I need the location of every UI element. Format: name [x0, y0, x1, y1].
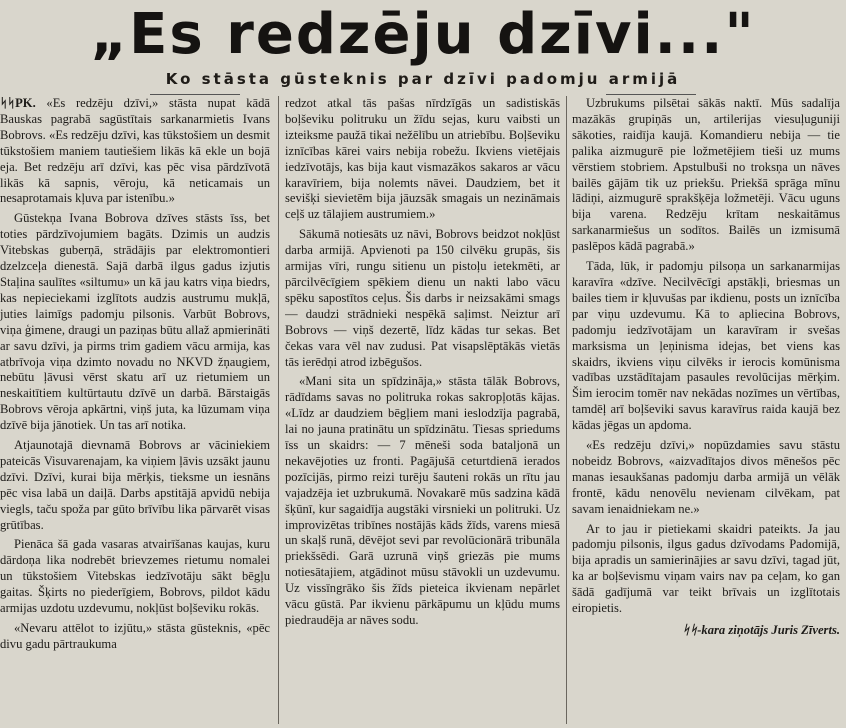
subheadline: Ko stāsta gūsteknis par dzīvi padomju armijā — [165, 70, 681, 88]
article-column-3 — [572, 96, 840, 724]
paragraph: Sākumā notiesāts uz nāvi, Bobrovs beidzot nokļūst darba armijā. Apvienoti pa 150 cilvēku grupās, šis armijas vīri, rungu sitienu un pistoļu ietekmēti, ar pārcilvēcīgiem spēkiem dienu un nakti labo vācu spēku sapostītos ceļus. Šis darbs ir neizsakāmi smags — daudzi strādnieki nespēkā saļimst. Neiztur arī Bobrovs — viņš dezertē, līdz kādas tur sekas. Bet čekas vara vēl nav zudusi. Pat visapslēptākās vietās tās ierēdņi atrod izbēgušos. — [285, 227, 560, 369]
paragraph: Uzbrukums pilsētai sākās naktī. Mūs sadalīja mazākās grupiņās un, artilerijas viesuļuguniji sākoties, raidīja kaujā. Komandieru nebija — tie palika aizmugurē pie ložmetējiem tieši uz mums vērstiem stobriem. Apstulbuši no troksņa un nāves bailēs gājām tik uz priekšu. Priekšā sprāga mīnu lādiņi, aizmugurē sprakšķēja ložmetēji. Vācu uguns bija varena. Redzēju krītam neskaitāmus sarkanarmiešus un sodītos. Bailēs un izmisumā paslēpos kādā pagrabā.» — [572, 96, 840, 254]
paragraph: Gūstekņa Ivana Bobrova dzīves stāsts īss, bet toties pārdzīvojumiem bagāts. Dzimis un audzis Vitebskas guberņā, strādājis par elektromontieri dzelzceļa dienestā. Sajā darbā ilgus gadus izjutis Staļina saulītes «siltumu» un kā jau katrs viņa biedrs, kas nepieciekami izglītots audzis austrumu mukļā, juties laimīgs padomju pilsonis. Varbūt Bobrovs, viņa ģimene, draugi un paziņas būtu allaž apmierināti ar savu dzīvi, ja pirms trim gadiem vācu armija, kas atbrīvoja viņa dzimto novadu no NKVD žņaugiem, nebūtu ļāvusi vērst skatu arī uz rietumiem un neskaitītiem kultūrtautu dzīvē un darbā. Bārstaigās Bobrovs vēroja apkārtni, viņš juta, ka lūzumam viņa dzīvē bija jānotiek. Un tas arī notika. — [0, 211, 270, 433]
article-column-1 — [0, 96, 270, 724]
author-signature: ᛋᛋ-kara ziņotājs Juris Zīverts. — [682, 623, 840, 637]
paragraph: Tāda, lūk, ir padomju pilsoņa un sarkanarmijas karavīra «dzīve. Necilvēcīgi apstākļi, briesmas un bailes tiem ir kļuvušas par ikdienu, posts un iznīcība par viņu uzdevumu. Kā to apliecina Bobrovs, padomju iedzīvotājam un karavīram ir svešas marksisma un ļeņinisma idejas, bet viens kas skaidrs, ikviens viņu cilvēks ir ierocis komūnisma vadības uzstādītajam pasaules revolūcijas mērķim. Šim ierocim tomēr nav nekādas nozīmes un vērtības, tamdēļ arī boļševiki savus karavīrus raida kaujā bez kādas jēgas un apdoma. — [572, 259, 840, 433]
headline: „Es redzēju dzīvi..." — [90, 2, 756, 67]
paragraph — [0, 96, 270, 207]
column-divider — [278, 96, 279, 724]
paragraph: Ar to jau ir pietiekami skaidri pateikts. Ja jau padomju pilsonis, ilgus gadus dzīvodams Padomijā, bija apradis un samierinājies ar savu dzīvi, tagad jūt, ka ar boļševismu viņam vairs nav pa ceļam, ko gan šādā gadījumā var teikt brīvais un izglītotais eiropietis. — [572, 521, 840, 616]
paragraph: «Mani sita un spīdzināja,» stāsta tālāk Bobrovs, rādīdams savas no politruka rokas sakropļotās kājas. «Līdz ar daudziem bēgļiem mani ieslodzīja pagrabā, lai no jauna pratinātu un spīdzinātu. Tiesas spriedums īss un skaidrs: — 7 mēneši soda bataljonā un nekavējoties uz fronti. Pagājušā ceturtdienā ierados pozīcijās, pirmo reizi turēju šauteni rokās un rītu jau vajadzēja iet uzbrukumā. Novakarē mūs sadzina kādā šķūnī, kur sagaidīja augstāki virsnieki un politruki. Uz improvizētas tribīnes nostājās kāds žīds, varens miesā un skaļš runā, dēvējot sevi par revolūcionārā tribunāla priekšsēdi. Garā uzrunā viņš griezās pie mums notiesātajiem, atgādinot mūsu stāvokli un uzdevumu. Uz vissīngrāko šis žīds pieteica ikvienam nepārlet vācu gūstā. Par ikvienu pārkāpumu un kļūdu mums piedraudēja ar nāves sodu. — [285, 374, 560, 627]
article-column-2 — [285, 96, 560, 724]
dateline-mark: ᛋᛋPK. — [0, 96, 36, 110]
paragraph: «Nevaru attēlot to izjūtu,» stāsta gūsteknis, «pēc divu gadu pārtraukuma — [0, 621, 270, 651]
paragraph: «Es redzēju dzīvi,» nopūzdamies savu stāstu nobeidz Bobrovs, «aizvadītajos divos mēnešos pēc manas iesaukšanas padomju darba armijā un vēlāk frontē, kādu nenovēlu nevienam cilvēkam, pat savam ienaidniekam ne.» — [572, 438, 840, 516]
paragraph: Atjaunotajā dievnamā Bobrovs ar vāciniekiem pateicās Visuvarenajam, ka viņiem ļāvis uzsākt jaunu dzīvi. Dzīvi, kurai bija mērķis, tieksme un iesnāns pēc visa labā un daiļā. Darbs apstitājā apvidū nebija viegls, taču spoža par gūto brīvību lika pārvarēt visas grūtības. — [0, 438, 270, 532]
paragraph: Pienāca šā gada vasaras atvairīšanas kaujas, kuru dārdoņa lika nodrebēt brievzemes rietumu nomalei un tūkstošiem Vitebskas iedzīvotāju sākt bēgļu gaitas. Šķirts no piederīgiem, Bobrovs, pildot kādu armijas uzdotu uzdevumu, nokļūst boļševiku rokās. — [0, 537, 270, 616]
paragraph: redzot atkal tās pašas nīrdzīgās un sadistiskās boļševiku politruku un žīdu sejas, kuru vaibsti un izteiksme paužā tikai nežēlību un atriebību. Boļševiku iznīcības kārei vairs nebija robežu. Ikviens vietējais iedzīvotājs, kas bija kaut vismazākos sakaros ar vācu karavīriem, bija nolemts nāvei. Daudziem, bet it sevišķi sievietēm bija jāuzsāk smagais un nezināmais ceļš uz tālajiem austrumiem.» — [285, 96, 560, 222]
subhead-rule-right — [606, 94, 696, 95]
column-divider — [566, 96, 567, 724]
paragraph-text: «Es redzēju dzīvi,» stāsta nupat kādā Bauskas pagrabā sagūstītais sarkanarmietis Ivans Bobrovs. «Es redzēju dzīvi, kas tūkstošiem un desmit tūkstošiem maniem tautiešiem likās kā ekle un bojā eja. Bet redzēju arī dzīvi, kas pēc visa pārdzīvotā likās kā sapnis, vēroju, kā neticamais un nesaprotamais kļuva par istenību.» — [0, 96, 270, 206]
subhead-rule-left — [150, 94, 240, 95]
